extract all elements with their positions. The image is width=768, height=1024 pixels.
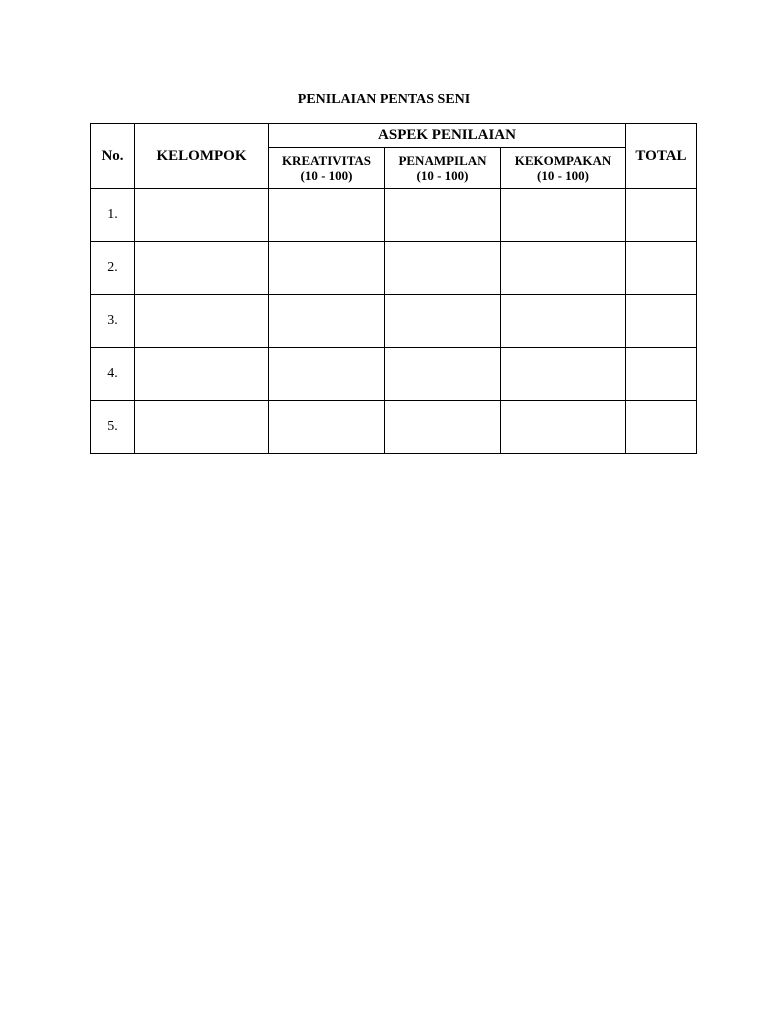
cell-no: 5. <box>91 401 135 454</box>
aspect-range: (10 - 100) <box>300 168 353 183</box>
aspect-name: KEKOMPAKAN <box>514 153 612 168</box>
cell-kreativitas[interactable] <box>269 401 385 454</box>
cell-group[interactable] <box>135 295 269 348</box>
score-table <box>90 123 697 454</box>
cell-penampilan[interactable] <box>385 348 501 401</box>
cell-kreativitas[interactable] <box>269 295 385 348</box>
header-aspect-group: ASPEK PENILAIAN <box>269 124 626 148</box>
table-row <box>91 348 697 401</box>
table-row <box>91 295 697 348</box>
cell-penampilan[interactable] <box>385 242 501 295</box>
cell-group[interactable] <box>135 242 269 295</box>
cell-kekompakan[interactable] <box>501 242 626 295</box>
header-total: TOTAL <box>626 124 697 189</box>
cell-group[interactable] <box>135 401 269 454</box>
header-aspect-penampilan <box>385 148 501 189</box>
cell-kekompakan[interactable] <box>501 401 626 454</box>
cell-kreativitas[interactable] <box>269 348 385 401</box>
cell-total[interactable] <box>626 401 697 454</box>
cell-group[interactable] <box>135 348 269 401</box>
cell-penampilan[interactable] <box>385 189 501 242</box>
cell-total[interactable] <box>626 295 697 348</box>
cell-total[interactable] <box>626 242 697 295</box>
cell-kekompakan[interactable] <box>501 295 626 348</box>
table-row <box>91 242 697 295</box>
cell-kekompakan[interactable] <box>501 189 626 242</box>
header-aspect-kreativitas <box>269 148 385 189</box>
cell-no: 4. <box>91 348 135 401</box>
table-row <box>91 401 697 454</box>
aspect-name: KREATIVITAS <box>281 153 372 168</box>
cell-no: 1. <box>91 189 135 242</box>
cell-total[interactable] <box>626 189 697 242</box>
cell-total[interactable] <box>626 348 697 401</box>
cell-no: 3. <box>91 295 135 348</box>
header-aspect-kekompakan <box>501 148 626 189</box>
cell-group[interactable] <box>135 189 269 242</box>
header-group: KELOMPOK <box>135 124 269 189</box>
cell-penampilan[interactable] <box>385 295 501 348</box>
cell-penampilan[interactable] <box>385 401 501 454</box>
cell-kekompakan[interactable] <box>501 348 626 401</box>
cell-kreativitas[interactable] <box>269 189 385 242</box>
aspect-range: (10 - 100) <box>416 168 469 183</box>
cell-no: 2. <box>91 242 135 295</box>
header-no: No. <box>91 124 135 189</box>
table-row <box>91 189 697 242</box>
aspect-range: (10 - 100) <box>537 168 589 183</box>
cell-kreativitas[interactable] <box>269 242 385 295</box>
document-title: PENILAIAN PENTAS SENI <box>297 92 471 107</box>
aspect-name: PENAMPILAN <box>398 153 487 168</box>
